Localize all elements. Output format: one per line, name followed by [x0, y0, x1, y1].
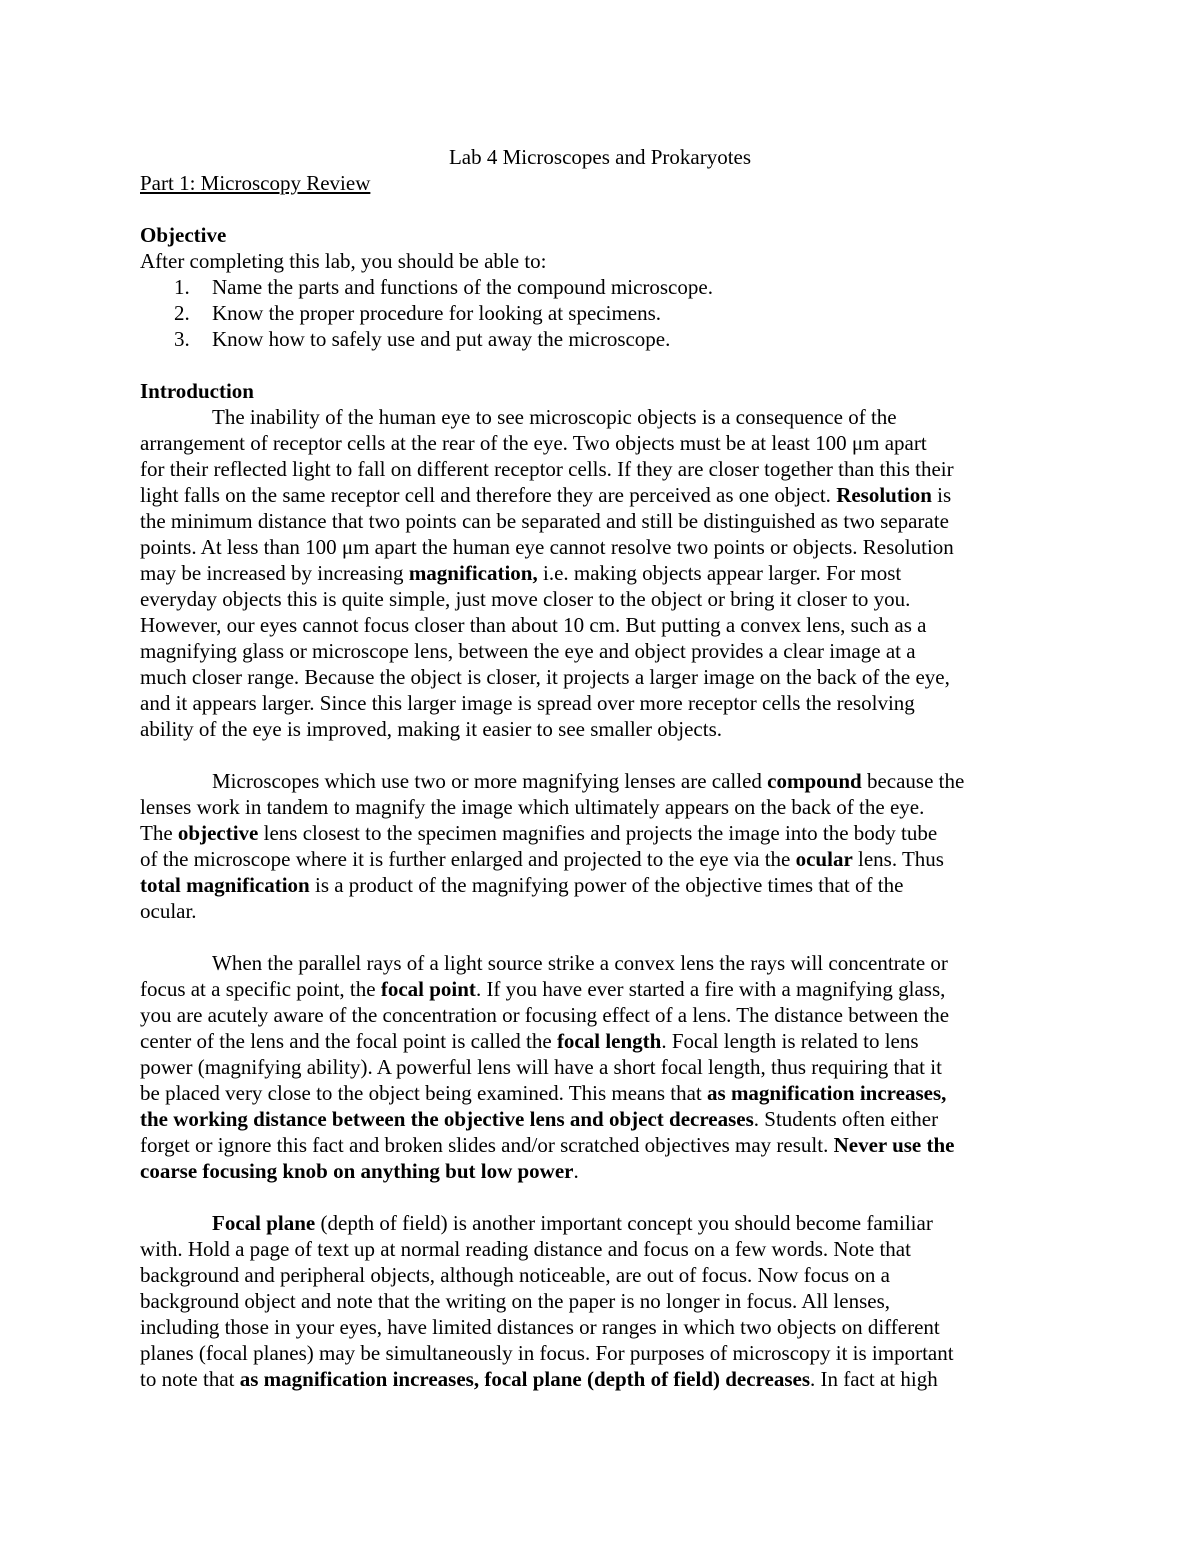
text-run: lens. Thus: [852, 847, 944, 871]
text-line: [140, 846, 1070, 872]
list-number: 1.: [174, 275, 190, 299]
text-run: is a product of the magnifying power of the objective times that of the: [309, 873, 904, 897]
text-line: [140, 1288, 1070, 1314]
bold-term: coarse focusing knob on anything but low power: [140, 1159, 574, 1183]
text-line: [140, 1106, 1070, 1132]
text-run: power (magnifying ability). A powerful lens will have a short focal length, thus requiring that it: [140, 1055, 942, 1079]
bold-term: as magnification increases, focal plane (depth of field) decreases: [239, 1367, 810, 1391]
text-run: However, our eyes cannot focus closer than about 10 cm. But putting a convex lens, such as a: [140, 613, 927, 637]
text-run: . Focal length is related to lens: [661, 1029, 919, 1053]
bold-term: objective: [177, 821, 259, 845]
objective-list: [140, 274, 713, 352]
text-line: [140, 1210, 1070, 1236]
text-line: [140, 1236, 1070, 1262]
text-run: center of the lens and the focal point is called the: [140, 1029, 557, 1053]
text-run: ocular.: [140, 899, 197, 923]
text-run: (depth of field) is another important concept you should become familiar: [315, 1211, 933, 1235]
bold-term: the working distance between the objective lens and object decreases: [140, 1107, 754, 1131]
text-line: [140, 612, 1070, 638]
text-run: may be increased by increasing: [140, 561, 409, 585]
text-run: with. Hold a page of text up at normal reading distance and focus on a few words. Note that: [140, 1237, 911, 1261]
bold-term: compound: [767, 769, 862, 793]
text-line: [140, 508, 1070, 534]
text-run: including those in your eyes, have limited distances or ranges in which two objects on different: [140, 1315, 940, 1339]
list-item: [140, 274, 713, 300]
text-line: [140, 404, 1070, 430]
part-heading: Part 1: Microscopy Review: [140, 171, 371, 195]
text-line: [140, 898, 1070, 924]
text-run: the minimum distance that two points can be separated and still be distinguished as two separate: [140, 509, 949, 533]
text-line: [140, 950, 1070, 976]
text-line: [140, 794, 1070, 820]
bold-term: magnification,: [408, 561, 538, 585]
paragraph-resolution: [140, 404, 1070, 742]
text-run: . Students often either: [753, 1107, 939, 1131]
text-run: ability of the eye is improved, making it easier to see smaller objects.: [140, 717, 723, 741]
text-run: be placed very close to the object being examined. This means that: [140, 1081, 708, 1105]
text-line: [140, 690, 1070, 716]
objective-intro: After completing this lab, you should be able to:: [140, 249, 547, 273]
text-run: lens closest to the specimen magnifies and projects the image into the body tube: [258, 821, 938, 845]
text-run: magnifying glass or microscope lens, between the eye and object provides a clear image at a: [140, 639, 916, 663]
bold-term: focal length: [556, 1029, 662, 1053]
text-line: [140, 1340, 1070, 1366]
text-run: because the: [861, 769, 965, 793]
list-text: Know how to safely use and put away the microscope.: [212, 327, 671, 351]
text-run: points. At less than 100 μm apart the human eye cannot resolve two points or objects. Resolution: [140, 535, 954, 559]
list-text: Know the proper procedure for looking at specimens.: [212, 301, 662, 325]
paragraph-compound: [140, 768, 1070, 924]
text-run: focus at a specific point, the: [140, 977, 381, 1001]
text-run: arrangement of receptor cells at the rear of the eye. Two objects must be at least 100 μm apart: [140, 431, 927, 455]
text-line: [140, 716, 1070, 742]
text-run: to note that: [140, 1367, 240, 1391]
introduction-heading: Introduction: [140, 379, 254, 403]
text-run: The: [140, 821, 178, 845]
list-item: [140, 326, 713, 352]
text-run: planes (focal planes) may be simultaneously in focus. For purposes of microscopy it is important: [140, 1341, 954, 1365]
text-run: for their reflected light to fall on different receptor cells. If they are closer together than this their: [140, 457, 954, 481]
text-run: light falls on the same receptor cell and therefore they are perceived as one object.: [140, 483, 837, 507]
text-line: [140, 560, 1070, 586]
text-line: [140, 1054, 1070, 1080]
bold-term: ocular: [795, 847, 853, 871]
text-run: much closer range. Because the object is closer, it projects a larger image on the back of the eye,: [140, 665, 950, 689]
list-number: 3.: [174, 327, 190, 351]
text-run: When the parallel rays of a light source strike a convex lens the rays will concentrate or: [212, 951, 948, 975]
text-line: [140, 638, 1070, 664]
text-run: .: [573, 1159, 579, 1183]
bold-term: Resolution: [836, 483, 932, 507]
list-number: 2.: [174, 301, 190, 325]
text-line: [140, 820, 1070, 846]
objective-heading: Objective: [140, 223, 227, 247]
text-line: [140, 1366, 1070, 1392]
bold-term: total magnification: [140, 873, 310, 897]
text-line: [140, 1158, 1070, 1184]
text-run: background object and note that the writing on the paper is no longer in focus. All lenses,: [140, 1289, 890, 1313]
text-run: background and peripheral objects, although noticeable, are out of focus. Now focus on a: [140, 1263, 890, 1287]
text-run: The inability of the human eye to see microscopic objects is a consequence of the: [212, 405, 897, 429]
text-line: [140, 1002, 1070, 1028]
text-run: is: [931, 483, 952, 507]
text-run: forget or ignore this fact and broken slides and/or scratched objectives may result.: [140, 1133, 834, 1157]
paragraph-focal-point: [140, 950, 1070, 1184]
text-run: Microscopes which use two or more magnifying lenses are called: [212, 769, 768, 793]
text-line: [140, 976, 1070, 1002]
text-run: everyday objects this is quite simple, just move closer to the object or bring it closer to you.: [140, 587, 911, 611]
bold-term: Never use the: [833, 1133, 955, 1157]
bold-term: Focal plane: [212, 1211, 316, 1235]
text-line: [140, 482, 1070, 508]
text-line: [140, 430, 1070, 456]
text-line: [140, 586, 1070, 612]
text-run: . In fact at high: [810, 1367, 938, 1391]
text-line: [140, 1080, 1070, 1106]
text-run: and it appears larger. Since this larger image is spread over more receptor cells the resolving: [140, 691, 915, 715]
text-line: [140, 534, 1070, 560]
bold-term: as magnification increases,: [707, 1081, 947, 1105]
text-run: you are acutely aware of the concentration or focusing effect of a lens. The distance between the: [140, 1003, 950, 1027]
text-line: [140, 664, 1070, 690]
text-run: . If you have ever started a fire with a magnifying glass,: [475, 977, 946, 1001]
text-run: of the microscope where it is further enlarged and projected to the eye via the: [140, 847, 796, 871]
text-line: [140, 872, 1070, 898]
text-run: lenses work in tandem to magnify the image which ultimately appears on the back of the eye.: [140, 795, 925, 819]
text-line: [140, 768, 1070, 794]
text-line: [140, 456, 1070, 482]
text-line: [140, 1028, 1070, 1054]
text-line: [140, 1132, 1070, 1158]
text-line: [140, 1262, 1070, 1288]
list-text: Name the parts and functions of the compound microscope.: [212, 275, 713, 299]
text-run: i.e. making objects appear larger. For most: [537, 561, 902, 585]
text-line: [140, 1314, 1070, 1340]
document-title: Lab 4 Microscopes and Prokaryotes: [448, 145, 752, 169]
list-item: [140, 300, 713, 326]
bold-term: focal point: [380, 977, 476, 1001]
paragraph-focal-plane: [140, 1210, 1070, 1392]
